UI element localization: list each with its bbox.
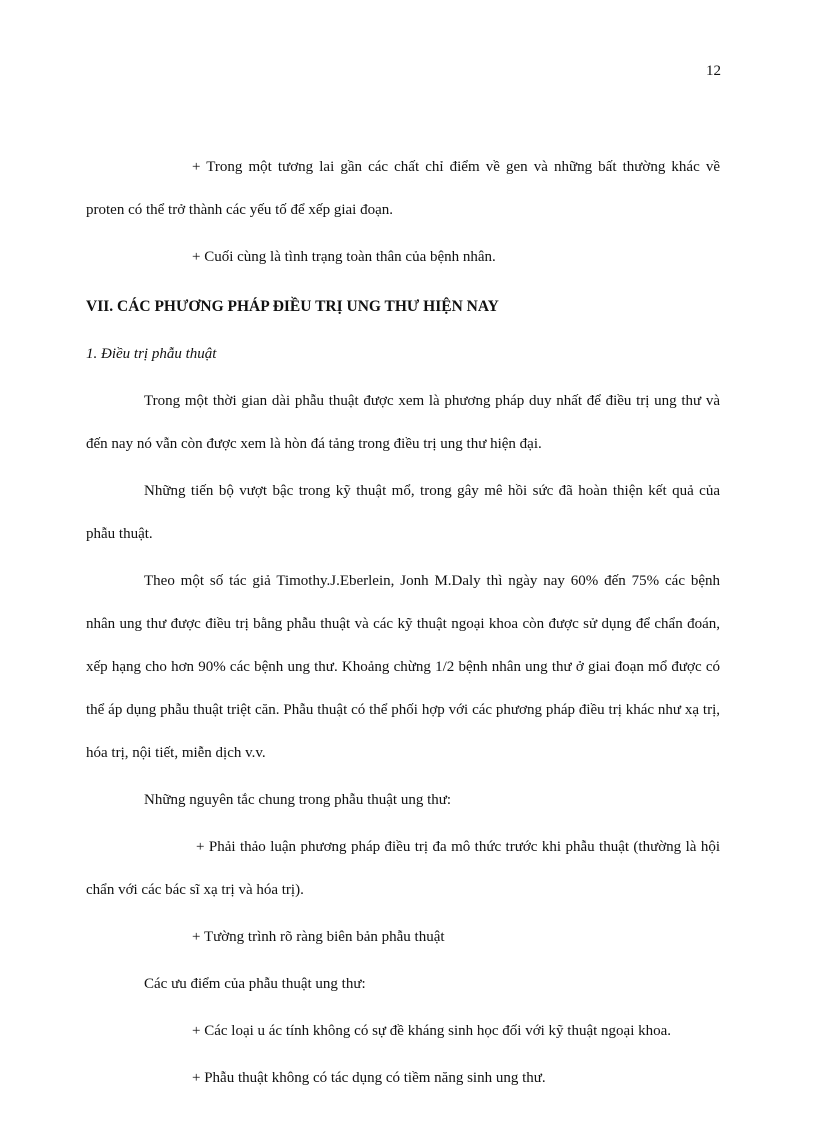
paragraph-advantage-carcinogenic: + Phẫu thuật không có tác dụng có tiềm năng sinh ung thư. (192, 1070, 546, 1086)
paragraph-principle-report: + Tường trình rõ ràng biên bản phẫu thuật (192, 929, 445, 945)
paragraph-statistics: Theo một số tác giả Timothy.J.Eberlein, Jonh M.Daly thì ngày nay 60% đến 75% các bệnh nhân ung thư được điều trị bằng phẫu thuật và các kỹ thuật ngoại khoa còn được sử dụng để chẩn đoán, xếp hạng cho hơn 90% các bệnh ung thư. Khoảng chừng 1/2 bệnh nhân ung thư ở giai đoạn mổ được có thể áp dụng phẫu thuật triệt căn. Phẫu thuật có thể phối hợp với các phương pháp điều trị khác như xạ trị, hóa trị, nội tiết, miễn dịch v.v. (86, 573, 720, 761)
paragraph-advantages-intro: Các ưu điểm của phẫu thuật ung thư: (144, 976, 366, 992)
paragraph-patient-condition: + Cuối cùng là tình trạng toàn thân của bệnh nhân. (192, 249, 496, 265)
paragraph-principles-intro: Những nguyên tắc chung trong phẫu thuật ung thư: (144, 792, 452, 808)
section-heading: VII. CÁC PHƯƠNG PHÁP ĐIỀU TRỊ UNG THƯ HIỆN NAY (86, 298, 499, 315)
page-number: 12 (706, 63, 721, 79)
paragraph-principle-discussion: + Phải thảo luận phương pháp điều trị đa mô thức trước khi phẫu thuật (thường là hội chẩn với các bác sĩ xạ trị và hóa trị). (86, 839, 720, 898)
paragraph-surgery-history: Trong một thời gian dài phẫu thuật được xem là phương pháp duy nhất để điều trị ung thư và đến nay nó vẫn còn được xem là hòn đá tảng trong điều trị ung thư hiện đại. (86, 393, 720, 452)
paragraph-advantage-resistance: + Các loại u ác tính không có sự đề kháng sinh học đối với kỹ thuật ngoại khoa. (192, 1023, 672, 1039)
paragraph-gene-markers: + Trong một tương lai gần các chất chỉ điểm về gen và những bất thường khác về proten có thể trở thành các yếu tố để xếp giai đoạn. (86, 159, 720, 218)
subsection-heading: 1. Điều trị phẫu thuật (86, 346, 217, 362)
document-body (86, 146, 720, 1100)
paragraph-surgical-advances: Những tiến bộ vượt bậc trong kỹ thuật mổ, trong gây mê hồi sức đã hoàn thiện kết quả của phẫu thuật. (86, 483, 720, 542)
